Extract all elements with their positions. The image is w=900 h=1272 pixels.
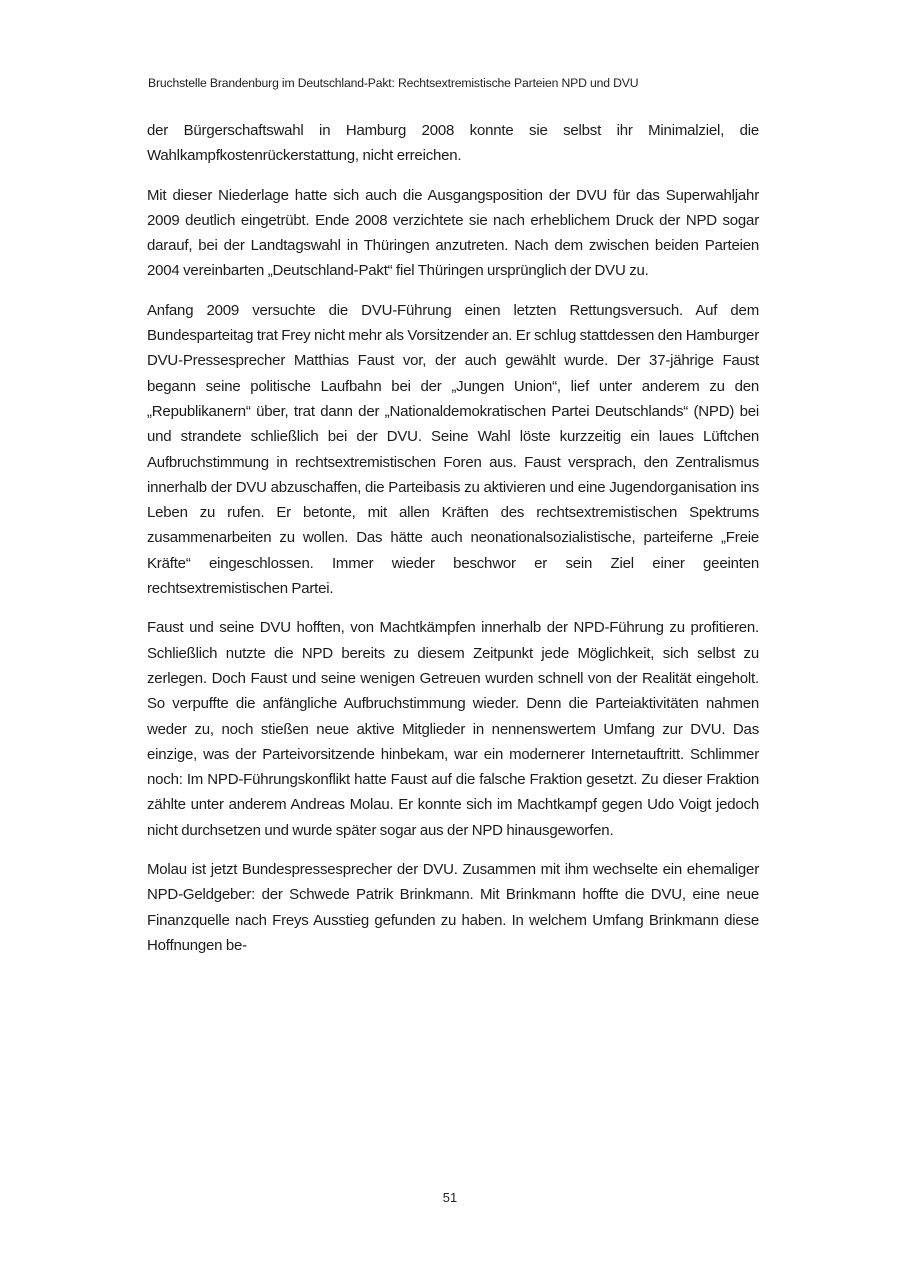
paragraph-2: Mit dieser Niederlage hatte sich auch die Ausgangsposition der DVU für das Superwahljahr 2009 deutlich eingetrübt. Ende 2008 verzichtete sie nach erheblichem Druck der NPD sogar darauf, bei der Landtagswahl in Thüringen anzutreten. Nach dem zwischen beiden Parteien 2004 vereinbarten „Deutschland-Pakt“ fiel Thüringen ursprünglich der DVU zu. [147, 186, 759, 280]
body-text [147, 118, 759, 972]
paragraph-4: Faust und seine DVU hofften, von Machtkämpfen innerhalb der NPD-Führung zu profitieren. Schließlich nutzte die NPD bereits zu diesem Zeitpunkt jede Möglichkeit, sich selbst zu zerlegen. Doch Faust und seine wenigen Getreuen wurden schnell von der Realität eingeholt. So verpuffte die anfängliche Aufbruchstimmung wieder. Denn die Parteiaktivitäten nahmen weder zu, noch stießen neue aktive Mitglieder in nennenswertem Umfang zur DVU. Das einzige, was der Parteivorsitzende hinbekam, war ein modernerer Internetauftritt. Schlimmer noch: Im NPD-Führungskonflikt hatte Faust auf die falsche Fraktion gesetzt. Zu dieser Fraktion zählte unter anderem Andreas Molau. Er konnte sich im Machtkampf gegen Udo Voigt jedoch nicht durchsetzen und wurde später sogar aus der NPD hinausgeworfen. [147, 619, 759, 839]
paragraph-5: Molau ist jetzt Bundespressesprecher der DVU. Zusammen mit ihm wechselte ein ehemaliger NPD-Geldgeber: der Schwede Patrik Brinkmann. Mit Brinkmann hoffte die DVU, eine neue Finanzquelle nach Freys Ausstieg gefunden zu haben. In welchem Umfang Brinkmann diese Hoffnungen be- [147, 861, 759, 954]
paragraph-3: Anfang 2009 versuchte die DVU-Führung einen letzten Rettungsversuch. Auf dem Bundesparteitag trat Frey nicht mehr als Vorsitzender an. Er schlug stattdessen den Hamburger DVU-Pressesprecher Matthias Faust vor, der auch gewählt wurde. Der 37-jährige Faust begann seine politische Laufbahn bei der „Jungen Union“, lief unter anderem zu den „Republikanern“ über, trat dann der „Nationaldemokratischen Partei Deutschlands“ (NPD) bei und strandete schließlich bei der DVU. Seine Wahl löste kurzzeitig ein laues Lüftchen Aufbruchstimmung in rechtsextremistischen Foren aus. Faust versprach, den Zentralismus innerhalb der DVU abzuschaffen, die Parteibasis zu aktivieren und eine Jugendorganisation ins Leben zu rufen. Er betonte, mit allen Kräften des rechtsextremistischen Spektrums zusammenarbeiten zu wollen. Das hätte auch neonationalsozialistische, parteiferne „Freie Kräfte“ eingeschlossen. Immer wieder beschwor er sein Ziel einer geeinten rechtsextremistischen Partei. [147, 301, 759, 598]
paragraph-1: der Bürgerschaftswahl in Hamburg 2008 konnte sie selbst ihr Minimalziel, die Wahlkampfkostenrückerstattung, nicht erreichen. [147, 122, 759, 165]
running-header: Bruchstelle Brandenburg im Deutschland-Pakt: Rechtsextremistische Parteien NPD und DVU [148, 76, 639, 90]
page-number: 51 [442, 1190, 458, 1205]
